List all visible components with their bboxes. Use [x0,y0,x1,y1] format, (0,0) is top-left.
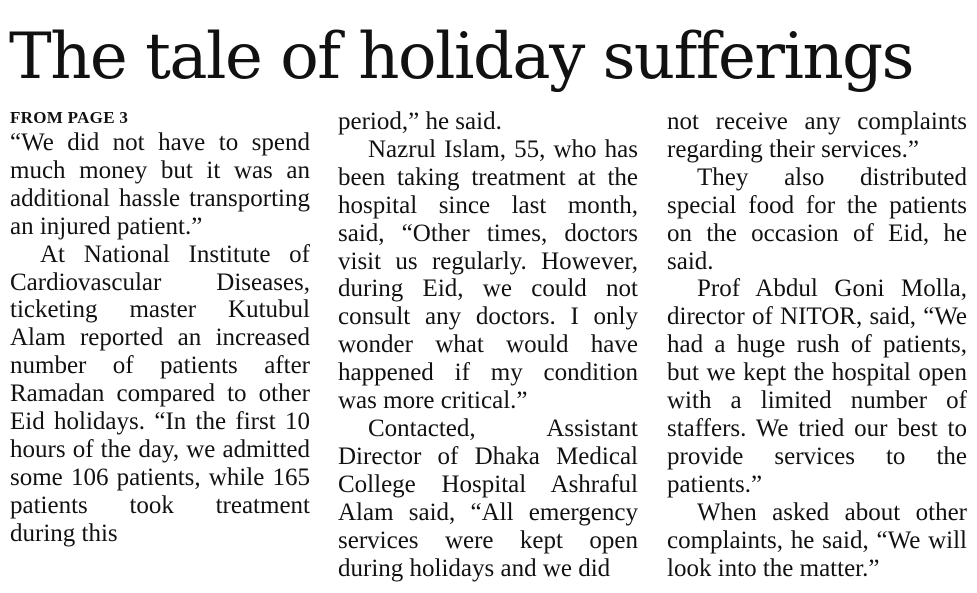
continued-from-label: FROM PAGE 3 [10,108,129,127]
paragraph: not receive any complaints regarding their services.” [667,108,967,163]
paragraph: Contacted, Assistant Director of Dhaka Medical College Hospital Ashraful Alam said, “All emergency services were kept open during holidays and we did [338,414,638,582]
paragraph: When asked about other complaints, he said, “We will look into the matter.” [667,498,967,582]
article-column-1 [10,107,310,548]
headline: The tale of holiday sufferings [9,20,913,94]
paragraph: At National Institute of Cardiovascular Diseases, ticketing master Kutubul Alam reported an increased number of patients after Ramadan compared to other Eid holidays. “In the first 10 hours of the day, we admitted some 106 patients, while 165 patients took treatment during this [10,240,310,547]
paragraph: Nazrul Islam, 55, who has been taking treatment at the hospital since last month, said, “Other times, doctors visit us regularly. However, during Eid, we could not consult any doctors. I only wonder what would have happened if my condition was more critical.” [338,135,638,415]
paragraph: period,” he said. [338,108,502,135]
paragraph: They also distributed special food for the patients on the occasion of Eid, he said. [667,163,967,275]
paragraph: Prof Abdul Goni Molla, director of NITOR, said, “We had a huge rush of patients, but we kept the hospital open with a limited number of staffers. We tried our best to provide services to the patients.” [667,275,967,498]
article-column-2 [338,108,638,582]
article-column-3 [667,108,967,582]
paragraph: “We did not have to spend much money but it was an additional hassle transporting an injured patient.” [10,129,310,240]
